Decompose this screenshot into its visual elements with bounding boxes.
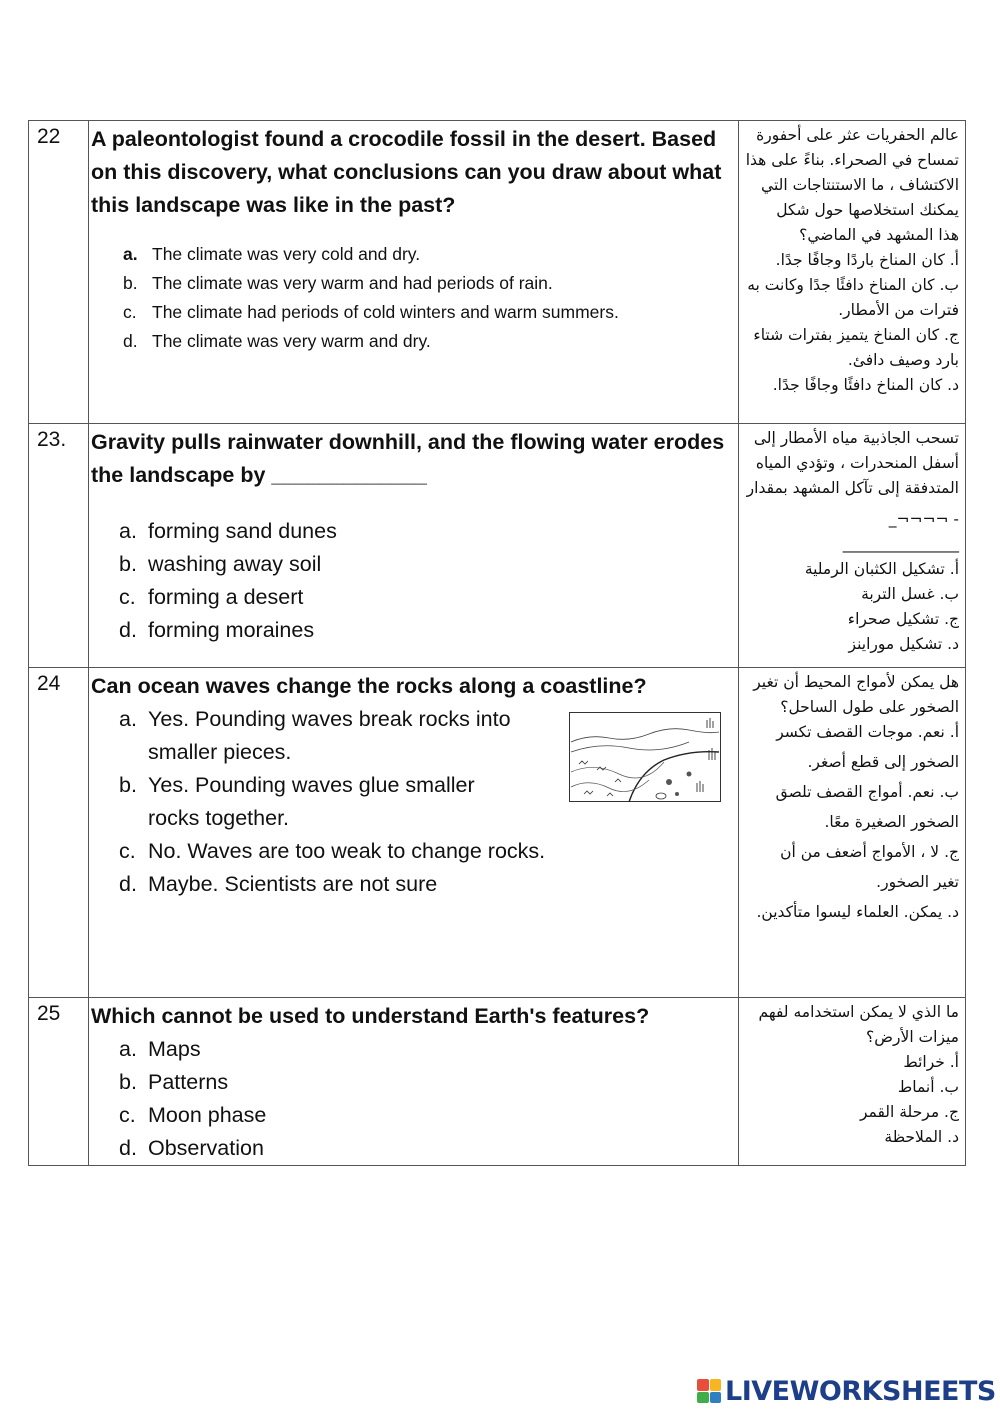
question-number: 24: [29, 668, 89, 998]
question-number: 25: [29, 998, 89, 1166]
option-text: Maps: [148, 1037, 201, 1061]
option-letter: d.: [119, 618, 137, 642]
arabic-line: د. كان المناخ دافئًا وجافًا جدًا.: [772, 376, 959, 394]
option-letter: c.: [119, 839, 136, 863]
arabic-line: عالم الحفريات عثر على أحفورة: [756, 126, 959, 144]
option-letter: d.: [123, 331, 138, 351]
question-row-22: [29, 121, 966, 424]
arabic-line: أ. خرائط: [903, 1053, 959, 1071]
question-row-23: [29, 424, 966, 668]
arabic-line: د. يمكن. العلماء ليسوا متأكدين.: [756, 903, 959, 921]
arabic-line: د. تشكيل موراينز: [848, 635, 959, 653]
answer-option[interactable]: [119, 835, 734, 868]
option-letter: a.: [119, 519, 137, 543]
answer-option[interactable]: [119, 1033, 734, 1066]
arabic-line: ج. لا ، الأمواج أضعف من أن: [780, 843, 959, 861]
question-cell: [89, 121, 739, 424]
option-letter: b.: [119, 552, 137, 576]
option-text: The climate was very warm and dry.: [152, 331, 431, 351]
option-text: Yes. Pounding waves glue smaller rocks together.: [148, 773, 475, 830]
arabic-line: أ. نعم. موجات القصف تكسر: [776, 723, 959, 741]
arabic-line: _______________: [842, 535, 959, 553]
option-letter: a.: [119, 707, 137, 731]
arabic-line: أ. كان المناخ باردًا وجافًا جدًا.: [775, 251, 959, 269]
answer-option[interactable]: [119, 515, 734, 548]
option-letter: c.: [119, 1103, 136, 1127]
answer-option[interactable]: [123, 269, 734, 298]
arabic-line: أسفل المنحدرات ، وتؤدي المياه: [755, 454, 959, 472]
question-number: 22: [29, 121, 89, 424]
answer-option[interactable]: [119, 1132, 734, 1165]
option-text: Maybe. Scientists are not sure: [148, 872, 438, 896]
option-text: The climate was very cold and dry.: [152, 244, 421, 264]
question-text: Can ocean waves change the rocks along a coastline?: [91, 674, 647, 698]
arabic-line: ميزات الأرض؟: [866, 1028, 959, 1046]
arabic-line: الصخور الصغيرة معًا.: [824, 813, 959, 831]
question-text: Which cannot be used to understand Earth's features?: [91, 1004, 650, 1028]
arabic-line: تغير الصخور.: [876, 873, 959, 891]
option-letter: b.: [119, 1070, 137, 1094]
arabic-line: تسحب الجاذبية مياه الأمطار إلى: [753, 429, 959, 447]
answer-option[interactable]: [119, 614, 734, 647]
option-text: Observation: [148, 1136, 264, 1160]
arabic-translation: [739, 121, 966, 424]
answer-option[interactable]: [123, 327, 734, 356]
option-letter: c.: [119, 585, 136, 609]
liveworksheets-logo[interactable]: [697, 1376, 996, 1406]
answer-options: [119, 1033, 734, 1165]
question-number: 23.: [29, 424, 89, 668]
arabic-line: هذا المشهد في الماضي؟: [799, 226, 959, 244]
arabic-line: المتدفقة إلى تآكل المشهد بمقدار: [746, 479, 959, 497]
option-letter: b.: [123, 273, 138, 293]
option-text: Moon phase: [148, 1103, 267, 1127]
option-letter: d.: [119, 1136, 137, 1160]
question-cell: [89, 668, 739, 998]
answer-option[interactable]: [119, 548, 734, 581]
option-text: No. Waves are too weak to change rocks.: [148, 839, 546, 863]
arabic-line: الصخور إلى قطع أصغر.: [807, 753, 959, 771]
arabic-line: أ. تشكيل الكثبان الرملية: [804, 560, 959, 578]
option-text: forming moraines: [148, 618, 315, 642]
arabic-line: بارد وصيف دافئ.: [847, 351, 959, 369]
arabic-translation: [739, 668, 966, 998]
option-text: forming sand dunes: [148, 519, 337, 543]
option-letter: a.: [119, 1037, 137, 1061]
option-letter: b.: [119, 773, 137, 797]
arabic-line: ما الذي لا يمكن استخدامه لفهم: [758, 1003, 959, 1021]
arabic-line: ج. تشكيل صحراء: [847, 610, 959, 628]
brand-name: LIVEWORKSHEETS: [725, 1375, 996, 1407]
option-text: The climate had periods of cold winters and warm summers.: [152, 302, 619, 322]
coastline-illustration: [569, 712, 721, 802]
arabic-translation: [739, 424, 966, 668]
answer-option[interactable]: [119, 581, 734, 614]
arabic-line: - ¬¬¬¬_: [888, 510, 959, 528]
question-body: [91, 670, 734, 901]
arabic-line: تمساح في الصحراء. بناءً على هذا: [745, 151, 959, 169]
arabic-translation: [739, 998, 966, 1166]
answer-option[interactable]: [123, 298, 734, 327]
option-text: The climate was very warm and had periods of rain.: [152, 273, 553, 293]
arabic-line: ب. أنماط: [897, 1078, 959, 1096]
answer-option[interactable]: [119, 868, 734, 901]
option-letter: d.: [119, 872, 137, 896]
option-text: Yes. Pounding waves break rocks into smaller pieces.: [148, 707, 511, 764]
worksheet-table: [28, 120, 966, 1166]
option-letter: c.: [123, 302, 137, 322]
arabic-line: ج. كان المناخ يتميز بفترات شتاء: [753, 326, 959, 344]
arabic-line: الاكتشاف ، ما الاستنتاجات التي: [761, 176, 959, 194]
arabic-line: ب. نعم. أمواج القصف تلصق: [775, 783, 959, 801]
arabic-line: هل يمكن لأمواج المحيط أن تغير: [753, 673, 959, 691]
question-row-24: [29, 668, 966, 998]
question-text: A paleontologist found a crocodile fossil in the desert. Based on this discovery, what conclusions can you draw about what this landscape was like in the past?: [91, 127, 722, 217]
answer-option[interactable]: [123, 240, 734, 269]
arabic-line: الصخور على طول الساحل؟: [780, 698, 959, 716]
option-text: forming a desert: [148, 585, 304, 609]
question-text: Gravity pulls rainwater downhill, and the flowing water erodes the landscape by _____________: [91, 430, 725, 487]
option-text: Patterns: [148, 1070, 229, 1094]
answer-options: [119, 515, 734, 647]
question-cell: [89, 998, 739, 1166]
arabic-line: يمكنك استخلاصها حول شكل: [776, 201, 959, 219]
arabic-line: ب. غسل التربة: [861, 585, 959, 603]
arabic-line: ب. كان المناخ دافئًا جدًا وكانت به: [747, 276, 959, 294]
arabic-line: فترات من الأمطار.: [838, 301, 959, 319]
question-row-25: [29, 998, 966, 1166]
option-text: washing away soil: [148, 552, 322, 576]
liveworksheets-logo-icon: [697, 1379, 721, 1403]
answer-option[interactable]: [119, 1099, 734, 1132]
arabic-line: د. الملاحظة: [884, 1128, 959, 1146]
option-letter: a.: [123, 244, 138, 264]
question-cell: [89, 424, 739, 668]
arabic-line: ج. مرحلة القمر: [859, 1103, 959, 1121]
answer-option[interactable]: [119, 1066, 734, 1099]
answer-options: [123, 240, 734, 356]
